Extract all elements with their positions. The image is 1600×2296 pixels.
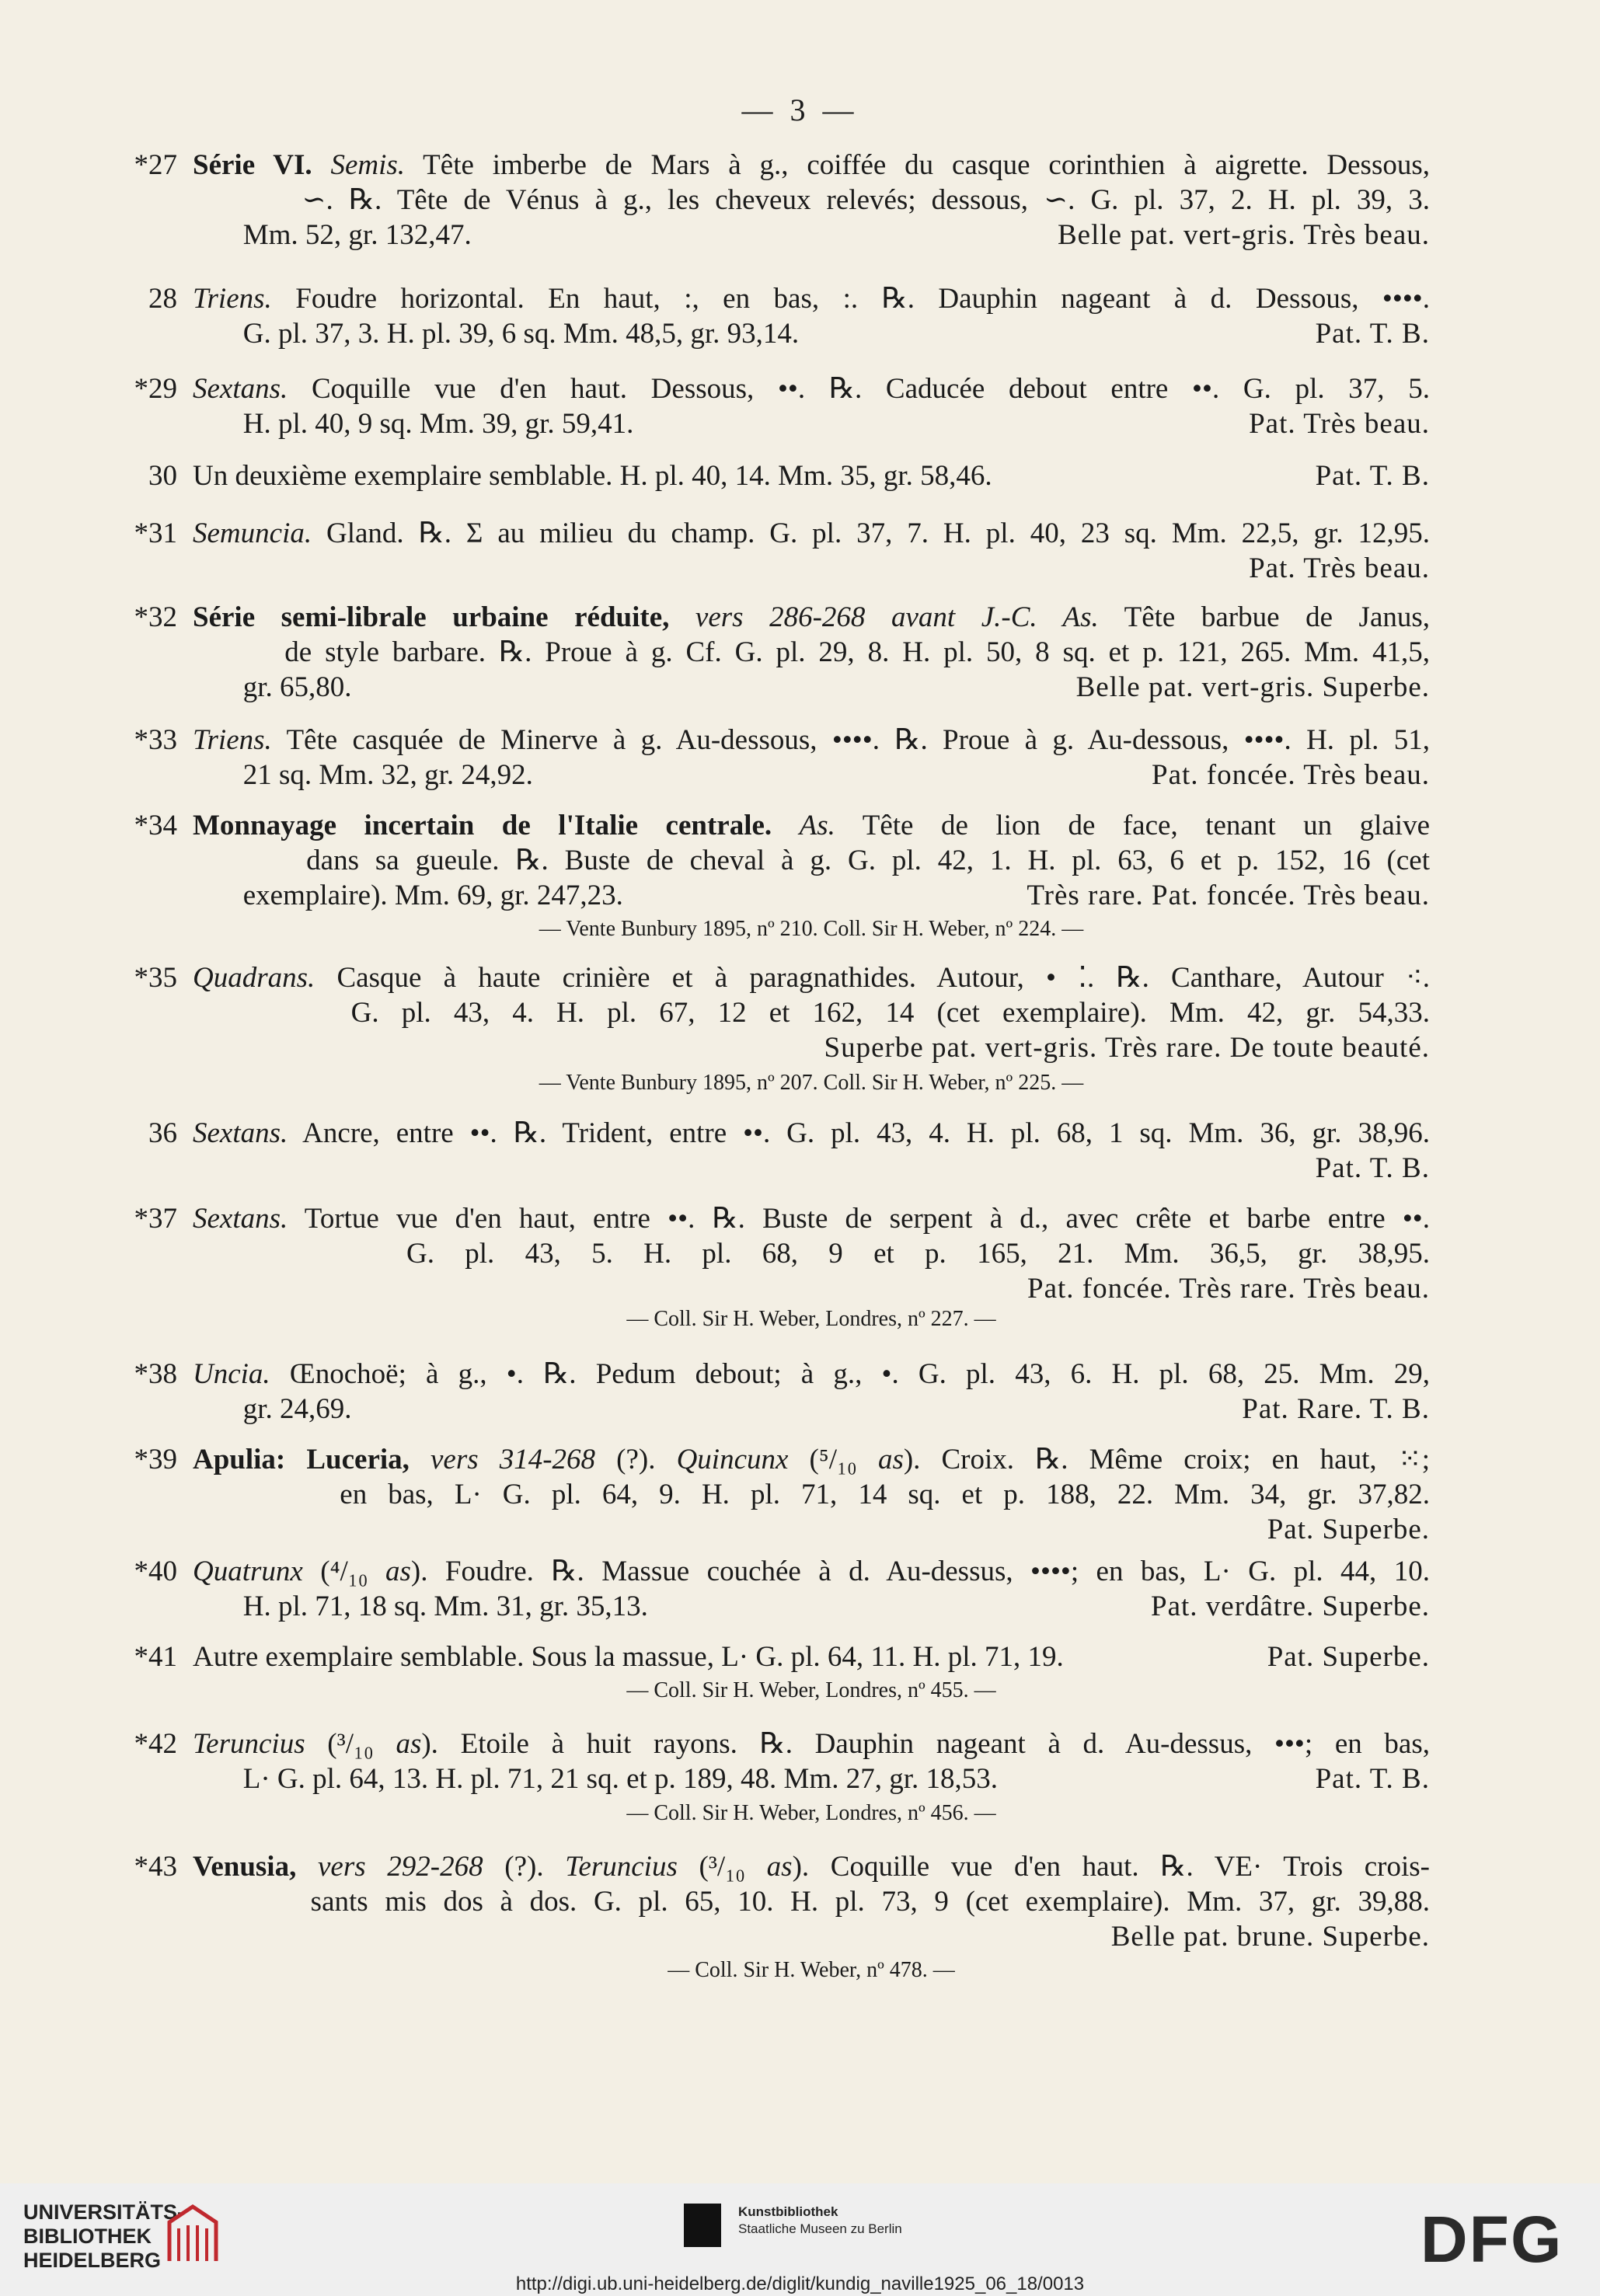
entry-line: Apulia: Luceria, vers 314-268 (?). Quincunx (⁵/₁₀ as). Croix. ℞. Même croix; en haut, ⁙; [193,1444,1430,1476]
condition-grade: Pat. foncée. Très beau. [1152,759,1430,791]
condition-grade: Pat. foncée. Très rare. Très beau. [1027,1273,1430,1305]
condition-grade: Pat. Superbe. [1267,1641,1430,1673]
entry-text [193,516,1430,586]
entry-number: 30 [148,460,177,492]
entry-number: *31 [134,517,177,549]
entry-line-text: Un deuxième exemplaire semblable. H. pl. 40, 14. Mm. 35, gr. 58,46. [193,460,992,492]
entry-text [193,1554,1430,1624]
entry-line-text: G. pl. 37, 3. H. pl. 39, 6 sq. Mm. 48,5, gr. 93,14. [193,318,800,350]
entry-line-with-grade [193,406,1430,441]
entry-line: en bas, L· G. pl. 64, 9. H. pl. 71, 14 sq. et p. 188, 22. Mm. 34, gr. 37,82. [193,1479,1430,1510]
condition-grade: Très rare. Pat. foncée. Très beau. [1027,880,1430,911]
provenance-note: — Coll. Sir H. Weber, nº 478. — [668,1958,955,1982]
entry-line: Monnayage incertain de l'Italie centrale. As. Tête de lion de face, tenant un glaive [193,810,1431,841]
entry-line: Quatrunx (⁴/₁₀ as). Foudre. ℞. Massue couchée à d. Au-dessus, ••••; en bas, L· G. pl. 44, 10. [193,1556,1430,1587]
entry-text [193,1639,1430,1674]
university-library-logo-icon [162,2199,224,2269]
entry-number: *42 [134,1728,177,1760]
entry-line: Semuncia. Gland. ℞. Σ au milieu du champ. G. pl. 37, 7. H. pl. 40, 23 sq. Mm. 22,5, gr. 12,95. [193,517,1430,549]
condition-grade: Superbe pat. vert-gris. Très rare. De toute beauté. [824,1032,1430,1064]
condition-grade: Pat. Rare. T. B. [1242,1393,1430,1425]
entry-line-text: gr. 65,80. [193,671,352,703]
entry-line-text: Mm. 52, gr. 132,47. [193,219,472,251]
condition-grade: Pat. Très beau. [1249,408,1430,440]
entry-text [193,1726,1430,1796]
digitization-footer [0,2183,1600,2296]
provenance-note: — Coll. Sir H. Weber, Londres, nº 227. — [626,1307,996,1331]
entry-line: Teruncius (³/₁₀ as). Etoile à huit rayons. ℞. Dauphin nageant à d. Au-dessus, •••; en bas, [193,1728,1430,1760]
entry-text [193,1357,1430,1427]
entry-text [193,723,1430,793]
provenance-note: — Vente Bunbury 1895, nº 210. Coll. Sir H. Weber, nº 224. — [539,917,1084,941]
entry-line-text: H. pl. 71, 18 sq. Mm. 31, gr. 35,13. [193,1590,648,1622]
entry-line-with-grade [193,316,1430,351]
entry-number: *37 [134,1203,177,1235]
entry-text [193,1201,1430,1306]
entry-line: Quadrans. Casque à haute crinière et à paragnathides. Autour, • ⁚. ℞. Canthare, Autour ⁖. [193,962,1430,994]
entry-number: 28 [148,283,177,315]
entry-line-text: L· G. pl. 64, 13. H. pl. 71, 21 sq. et p. 189, 48. Mm. 27, gr. 18,53. [193,1763,998,1795]
entry-line-text: Autre exemplaire semblable. Sous la massue, L· G. pl. 64, 11. H. pl. 71, 19. [193,1641,1064,1673]
entry-text [193,371,1430,441]
entry-number: *34 [134,810,177,841]
entry-line: Sextans. Ancre, entre ••. ℞. Trident, entre ••. G. pl. 43, 4. H. pl. 68, 1 sq. Mm. 36, gr. 38,96. [193,1117,1430,1149]
condition-grade: Belle pat. vert-gris. Superbe. [1075,671,1430,703]
entry-line-text: gr. 24,69. [193,1393,352,1425]
entry-line-with-grade [193,1392,1430,1427]
kunstbibliothek-name: Kunstbibliothek Staatliche Museen zu Berlin [738,2204,902,2236]
entry-text [193,458,1430,493]
entry-text [193,808,1430,913]
entry-line-with-grade [193,1512,1430,1547]
entry-number: *39 [134,1444,177,1476]
page-number: — 3 — [741,92,859,127]
provenance-note: — Vente Bunbury 1895, nº 207. Coll. Sir H. Weber, nº 225. — [539,1071,1084,1095]
entry-line: ∽. ℞. Tête de Vénus à g., les cheveux relevés; dessous, ∽. G. pl. 37, 2. H. pl. 39, 3. [193,184,1430,216]
provenance-note: — Coll. Sir H. Weber, Londres, nº 455. — [626,1678,996,1702]
entry-line: sants mis dos à dos. G. pl. 65, 10. H. pl. 73, 9 (cet exemplaire). Mm. 37, gr. 39,88. [193,1886,1430,1918]
entry-line: Uncia. Œnochoë; à g., •. ℞. Pedum debout; à g., •. G. pl. 43, 6. H. pl. 68, 25. Mm. 29, [193,1358,1430,1390]
entry-line: dans sa gueule. ℞. Buste de cheval à g. G. pl. 42, 1. H. pl. 63, 6 et p. 152, 16 (cet [193,845,1430,876]
entry-number: *43 [134,1851,177,1883]
entry-line-text: H. pl. 40, 9 sq. Mm. 39, gr. 59,41. [193,408,634,440]
dfg-logo: DFG [1420,2203,1563,2276]
entry-line: Série VI. Semis. Tête imberbe de Mars à g., coiffée du casque corinthien à aigrette. Dessous, [193,149,1431,181]
entry-number: *38 [134,1358,177,1390]
condition-grade: Belle pat. vert-gris. Très beau. [1058,219,1430,251]
kunstbibliothek-logo-icon [684,2204,721,2247]
entry-line-with-grade [193,218,1430,253]
entry-line-with-grade [193,1919,1430,1954]
entry-number: *41 [134,1641,177,1673]
entry-text [193,1116,1430,1186]
condition-grade: Pat. T. B. [1315,318,1430,350]
entry-text [193,600,1430,705]
entry-text [193,148,1430,253]
condition-grade: Pat. T. B. [1315,1763,1430,1795]
condition-grade: Belle pat. brune. Superbe. [1110,1921,1430,1953]
entry-line: G. pl. 43, 5. H. pl. 68, 9 et p. 165, 21. Mm. 36,5, gr. 38,95. [193,1238,1430,1270]
entry-number: *32 [134,601,177,633]
condition-grade: Pat. T. B. [1315,460,1430,492]
entry-line-with-grade [193,1151,1430,1186]
provenance-note: — Coll. Sir H. Weber, Londres, nº 456. — [626,1801,996,1825]
entry-line-with-grade [193,1271,1430,1306]
entry-text [193,281,1430,351]
entry-line-with-grade [193,758,1430,793]
entry-line: Sextans. Tortue vue d'en haut, entre ••. ℞. Buste de serpent à d., avec crête et barbe entre ••. [193,1203,1430,1235]
entry-line-with-grade [193,551,1430,586]
entry-line-with-grade [193,670,1430,705]
condition-grade: Pat. Superbe. [1267,1514,1430,1545]
entry-line-with-grade [193,1639,1430,1674]
entry-line-with-grade [193,1761,1430,1796]
source-url-link[interactable]: http://digi.ub.uni-heidelberg.de/diglit/kundig_naville1925_06_18/0013 [515,2273,1085,2294]
entry-line: Triens. Foudre horizontal. En haut, :, en bas, :. ℞. Dauphin nageant à d. Dessous, ••••. [193,283,1430,315]
entry-number: *40 [134,1556,177,1587]
entry-line: Série semi-librale urbaine réduite, vers 286-268 avant J.-C. As. Tête barbue de Janus, [193,601,1431,633]
condition-grade: Pat. verdâtre. Superbe. [1151,1590,1430,1622]
entry-line-with-grade [193,1589,1430,1624]
condition-grade: Pat. Très beau. [1249,552,1430,584]
entry-line: Triens. Tête casquée de Minerve à g. Au-dessous, ••••. ℞. Proue à g. Au-dessous, ••••. H. pl. 51, [193,724,1430,756]
entry-line-with-grade [193,1030,1430,1065]
entry-number: *33 [134,724,177,756]
entry-number: *35 [134,962,177,994]
entry-line-text: 21 sq. Mm. 32, gr. 24,92. [193,759,533,791]
entry-text [193,960,1430,1065]
entry-line-text: exemplaire). Mm. 69, gr. 247,23. [193,880,623,911]
entry-text [193,1849,1430,1954]
entry-number: 36 [148,1117,177,1149]
entry-line: de style barbare. ℞. Proue à g. Cf. G. pl. 29, 8. H. pl. 50, 8 sq. et p. 121, 265. Mm. 41,5, [193,636,1430,668]
university-library-name: UNIVERSITÄTS- BIBLIOTHEK HEIDELBERG [23,2200,185,2272]
entry-text [193,1442,1430,1547]
entry-number: *27 [134,149,177,181]
entry-number: *29 [134,373,177,405]
entry-line: G. pl. 43, 4. H. pl. 67, 12 et 162, 14 (cet exemplaire). Mm. 42, gr. 54,33. [193,997,1430,1029]
entry-line-with-grade [193,458,1430,493]
condition-grade: Pat. T. B. [1315,1152,1430,1184]
entry-line: Sextans. Coquille vue d'en haut. Dessous, ••. ℞. Caducée debout entre ••. G. pl. 37, 5. [193,373,1430,405]
entry-line-with-grade [193,878,1430,913]
entry-line: Venusia, vers 292-268 (?). Teruncius (³/₁₀ as). Coquille vue d'en haut. ℞. VE· Trois crois- [193,1851,1431,1883]
